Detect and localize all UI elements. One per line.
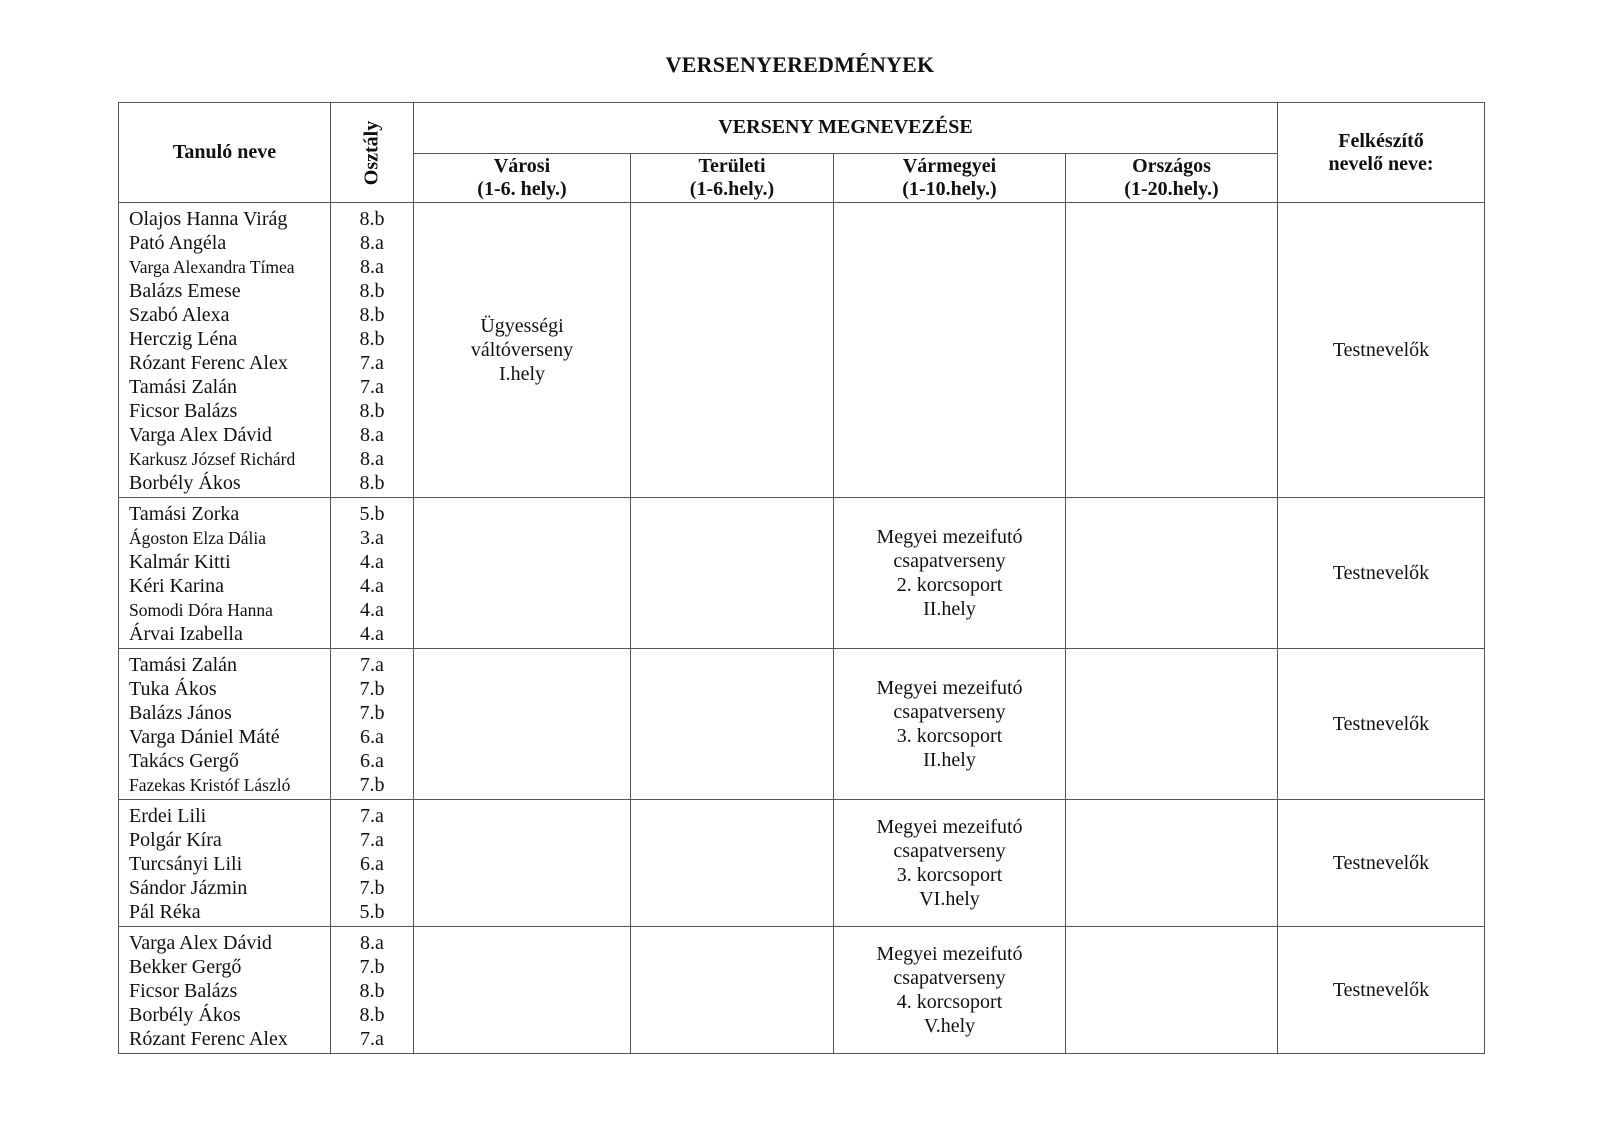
result-varosi-cell — [414, 649, 631, 800]
group-row — [119, 203, 1485, 498]
level-range: (1-20.hely.) — [1124, 177, 1219, 200]
student-name: Olajos Hanna Virág — [129, 208, 288, 230]
student-name: Fazekas Kristóf László — [129, 775, 291, 795]
student-name: Borbély Ákos — [129, 472, 241, 494]
result-line: 3. korcsoport — [896, 725, 1003, 747]
student-name: Varga Alexandra Tímea — [129, 257, 295, 277]
student-name: Varga Alex Dávid — [129, 932, 272, 954]
header-trainer-line1: Felkészítő — [1338, 129, 1424, 152]
result-varmegyei-cell — [834, 927, 1066, 1054]
student-classes-cell — [331, 649, 414, 800]
result-teruleti-cell — [631, 800, 834, 927]
student-name: Szabó Alexa — [129, 304, 230, 326]
trainer-cell: Testnevelők — [1278, 649, 1485, 800]
student-class: 8.b — [359, 280, 385, 302]
student-name: Rózant Ferenc Alex — [129, 1028, 288, 1050]
result-varosi-cell — [414, 498, 631, 649]
result-varosi-cell — [414, 203, 631, 498]
student-class: 8.a — [360, 256, 384, 278]
student-name: Borbély Ákos — [129, 1004, 241, 1026]
result-line: 3. korcsoport — [896, 864, 1003, 886]
group-row — [119, 498, 1485, 649]
result-varmegyei-cell — [834, 800, 1066, 927]
result-teruleti-cell — [631, 927, 834, 1054]
student-class: 6.a — [360, 726, 384, 748]
student-class: 8.b — [359, 400, 385, 422]
student-name: Balázs Emese — [129, 280, 241, 302]
student-name: Rózant Ferenc Alex — [129, 352, 288, 374]
result-orszagos-cell — [1066, 203, 1278, 498]
result-teruleti-cell — [631, 203, 834, 498]
student-class: 7.b — [359, 702, 385, 724]
student-name: Pató Angéla — [129, 232, 227, 254]
student-name: Balázs János — [129, 702, 232, 724]
student-class: 8.a — [360, 448, 384, 470]
result-line: Megyei mezeifutó — [876, 677, 1023, 699]
group-row — [119, 649, 1485, 800]
student-name: Herczig Léna — [129, 328, 238, 350]
header-level-varmegyei — [834, 153, 1066, 203]
header-level-varosi — [414, 153, 631, 203]
student-class: 7.b — [359, 956, 385, 978]
result-orszagos-cell — [1066, 800, 1278, 927]
student-class: 8.b — [359, 208, 385, 230]
level-name: Területi — [698, 154, 766, 177]
trainer-cell: Testnevelők — [1278, 203, 1485, 498]
student-class: 7.b — [359, 774, 385, 796]
student-name: Bekker Gergő — [129, 956, 242, 978]
student-names-cell — [119, 927, 331, 1054]
student-class: 7.a — [360, 352, 384, 374]
student-names-cell — [119, 800, 331, 927]
header-trainer-line2: nevelő neve: — [1328, 152, 1434, 175]
trainer-cell: Testnevelők — [1278, 800, 1485, 927]
result-line: I.hely — [498, 363, 546, 385]
result-line: V.hely — [923, 1015, 976, 1037]
student-class: 6.a — [360, 750, 384, 772]
student-classes-cell — [331, 203, 414, 498]
student-name: Varga Alex Dávid — [129, 424, 272, 446]
result-line: Ügyességi — [480, 315, 564, 337]
student-class: 7.b — [359, 877, 385, 899]
header-class — [331, 103, 414, 203]
header-competition-name: VERSENY MEGNEVEZÉSE — [414, 103, 1278, 154]
header-level-orszagos — [1066, 153, 1278, 203]
student-class: 4.a — [360, 575, 384, 597]
level-range: (1-6. hely.) — [477, 177, 567, 200]
result-orszagos-cell — [1066, 649, 1278, 800]
level-range: (1-10.hely.) — [902, 177, 997, 200]
student-name: Somodi Dóra Hanna — [129, 600, 273, 620]
group-row — [119, 800, 1485, 927]
result-line: 2. korcsoport — [896, 574, 1003, 596]
student-class: 8.b — [359, 980, 385, 1002]
student-class: 8.b — [359, 1004, 385, 1026]
student-class: 7.a — [360, 654, 384, 676]
group-row — [119, 927, 1485, 1054]
student-classes-cell — [331, 498, 414, 649]
student-names-cell — [119, 203, 331, 498]
result-varmegyei-cell — [834, 203, 1066, 498]
page-title: VERSENYEREDMÉNYEK — [665, 52, 935, 77]
student-class: 7.b — [359, 678, 385, 700]
student-name: Ágoston Elza Dália — [129, 528, 267, 548]
student-class: 8.a — [360, 932, 384, 954]
student-class: 4.a — [360, 551, 384, 573]
header-trainer — [1278, 103, 1485, 203]
student-class: 4.a — [360, 599, 384, 621]
result-line: Megyei mezeifutó — [876, 943, 1023, 965]
result-line: Megyei mezeifutó — [876, 816, 1023, 838]
student-class: 7.a — [360, 829, 384, 851]
student-names-cell — [119, 498, 331, 649]
result-teruleti-cell — [631, 649, 834, 800]
result-line: csapatverseny — [893, 840, 1006, 862]
student-class: 8.a — [360, 424, 384, 446]
student-class: 8.b — [359, 328, 385, 350]
student-name: Ficsor Balázs — [129, 400, 238, 422]
student-class: 7.a — [360, 1028, 384, 1050]
level-name: Országos — [1132, 154, 1211, 177]
student-name: Erdei Lili — [129, 805, 207, 827]
student-name: Karkusz József Richárd — [129, 449, 296, 469]
student-name: Tamási Zalán — [129, 376, 237, 398]
result-orszagos-cell — [1066, 498, 1278, 649]
student-name: Tuka Ákos — [129, 678, 217, 700]
trainer-cell: Testnevelők — [1278, 927, 1485, 1054]
student-classes-cell — [331, 927, 414, 1054]
student-name: Tamási Zalán — [129, 654, 237, 676]
student-class: 4.a — [360, 623, 384, 645]
level-name: Vármegyei — [902, 154, 997, 177]
student-name: Polgár Kíra — [129, 829, 222, 851]
result-line: csapatverseny — [893, 550, 1006, 572]
result-line: VI.hely — [919, 888, 980, 910]
student-class: 5.b — [359, 503, 385, 525]
student-classes-cell — [331, 800, 414, 927]
student-class: 8.a — [360, 232, 384, 254]
student-class: 8.b — [359, 304, 385, 326]
student-names-cell — [119, 649, 331, 800]
result-varmegyei-cell — [834, 649, 1066, 800]
student-class: 3.a — [360, 527, 384, 549]
student-class: 5.b — [359, 901, 385, 923]
student-name: Kéri Karina — [129, 575, 224, 597]
student-name: Tamási Zorka — [129, 503, 240, 525]
student-class: 6.a — [360, 853, 384, 875]
result-varosi-cell — [414, 800, 631, 927]
result-line: Megyei mezeifutó — [876, 526, 1023, 548]
level-name: Városi — [493, 154, 551, 177]
result-line: csapatverseny — [893, 967, 1006, 989]
student-class: 7.a — [360, 805, 384, 827]
student-class: 7.a — [360, 376, 384, 398]
student-name: Pál Réka — [129, 901, 201, 923]
student-name: Ficsor Balázs — [129, 980, 238, 1002]
result-line: váltóverseny — [470, 339, 574, 361]
result-line: II.hely — [923, 749, 976, 771]
header-class-label: Osztály — [360, 120, 383, 185]
header-student-name: Tanuló neve — [119, 103, 331, 203]
result-line: II.hely — [923, 598, 976, 620]
result-line: 4. korcsoport — [896, 991, 1003, 1013]
header-level-teruleti — [631, 153, 834, 203]
results-body — [119, 203, 1485, 1054]
student-name: Varga Dániel Máté — [129, 726, 280, 748]
trainer-cell: Testnevelők — [1278, 498, 1485, 649]
results-table — [118, 102, 1485, 1054]
result-varosi-cell — [414, 927, 631, 1054]
student-name: Árvai Izabella — [129, 623, 243, 645]
level-range: (1-6.hely.) — [689, 177, 775, 200]
result-orszagos-cell — [1066, 927, 1278, 1054]
student-name: Kalmár Kitti — [129, 551, 231, 573]
student-class: 8.b — [359, 472, 385, 494]
result-varmegyei-cell — [834, 498, 1066, 649]
student-name: Turcsányi Lili — [129, 853, 243, 875]
student-name: Sándor Jázmin — [129, 877, 248, 899]
result-line: csapatverseny — [893, 701, 1006, 723]
student-name: Takács Gergő — [129, 750, 239, 772]
result-teruleti-cell — [631, 498, 834, 649]
